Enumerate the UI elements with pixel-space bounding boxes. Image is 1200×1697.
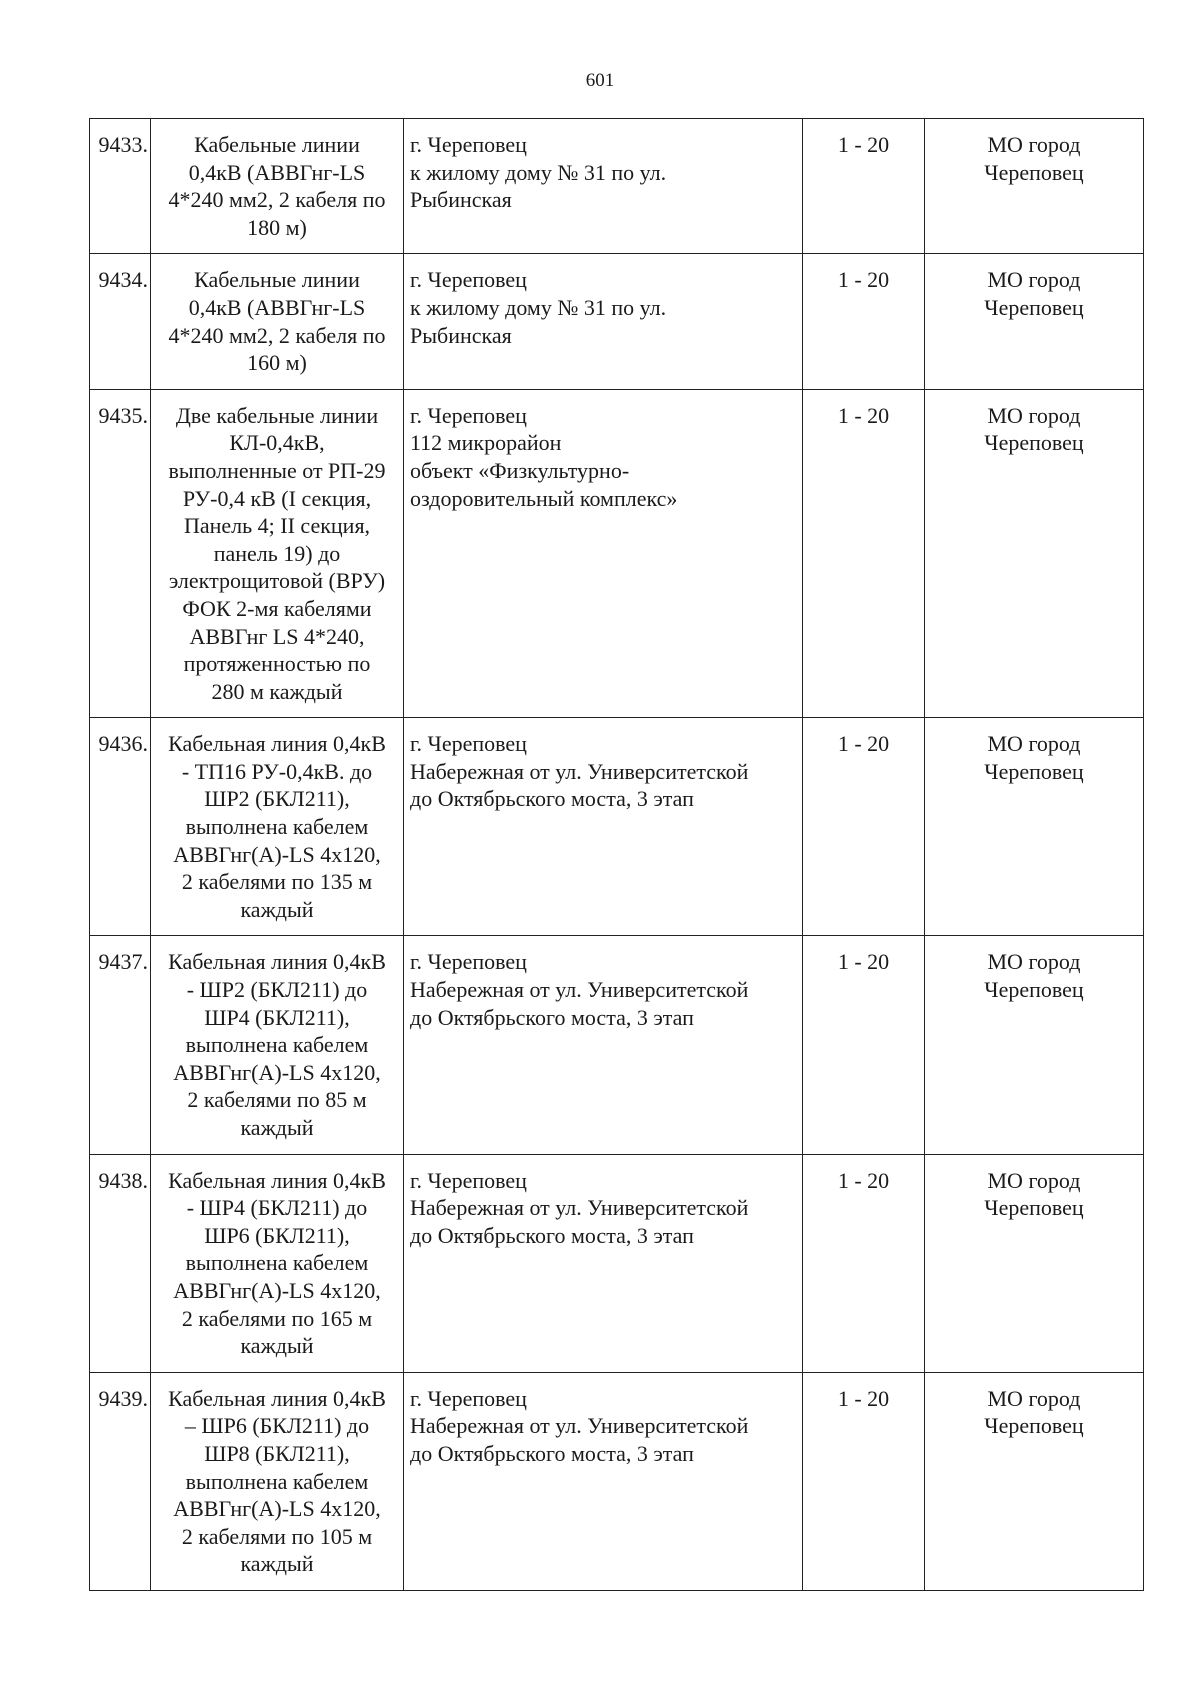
address-line: Рыбинская (410, 322, 512, 348)
zone-value: 1 - 20 (837, 1167, 890, 1193)
zone-value: 1 - 20 (837, 1385, 890, 1411)
address-line: к жилому дому № 31 по ул. (410, 294, 667, 320)
object-name-line: Две кабельные линии (175, 402, 379, 428)
row-number: 9434. (98, 267, 148, 293)
zone-value: 1 - 20 (837, 402, 890, 428)
owner-line: Череповец (984, 977, 1084, 1003)
address-line: г. Череповец (410, 132, 527, 157)
zone-cell (803, 1372, 925, 1590)
object-name-line: - ТП16 РУ-0,4кВ. до (181, 758, 373, 784)
object-name-line: 180 м) (247, 214, 307, 240)
address-line: Набережная от ул. Университетской (410, 1413, 749, 1439)
object-name-line: каждый (240, 1115, 314, 1140)
zone-value: 1 - 20 (837, 949, 890, 975)
table-row (90, 718, 1144, 936)
owner-cell (925, 718, 1144, 936)
table-row (90, 119, 1144, 254)
object-name-line: – ШР6 (БКЛ211) до (184, 1413, 370, 1439)
address-cell (404, 1372, 803, 1590)
object-name-cell (151, 254, 404, 389)
zone-value: 1 - 20 (837, 731, 890, 757)
address-line: Рыбинская (410, 187, 512, 213)
object-name-line: 2 кабелями по 165 м (181, 1305, 373, 1331)
owner-line: Череповец (984, 1413, 1084, 1439)
object-name-line: ШР2 (БКЛ211), (204, 786, 350, 812)
registry-table-body (90, 119, 1144, 1591)
object-name-line: выполнена кабелем (185, 1250, 369, 1276)
page-number: 601 (585, 70, 615, 91)
object-name-line: выполнена кабелем (185, 814, 369, 840)
object-name-line: АВВГнг(А)-LS 4х120, (173, 1059, 381, 1085)
row-number: 9435. (98, 402, 148, 428)
owner-cell (925, 936, 1144, 1154)
owner-line: Череповец (984, 430, 1084, 456)
address-line: до Октябрьского моста, 3 этап (410, 1222, 694, 1248)
object-name-line: 2 кабелями по 105 м (181, 1523, 373, 1549)
address-cell (404, 1154, 803, 1372)
zone-value: 1 - 20 (837, 267, 890, 293)
row-number-cell (90, 389, 151, 718)
object-name-line: КЛ-0,4кВ, (229, 430, 325, 456)
object-name-line: 2 кабелями по 85 м (187, 1087, 367, 1113)
zone-cell (803, 718, 925, 936)
object-name-line: АВВГнг(А)-LS 4х120, (173, 1496, 381, 1522)
address-cell (404, 936, 803, 1154)
address-line: до Октябрьского моста, 3 этап (410, 1440, 694, 1466)
object-name-line: - ШР2 (БКЛ211) до (186, 977, 368, 1003)
object-name-line: Кабельная линия 0,4кВ (168, 949, 386, 975)
object-name-line: Кабельная линия 0,4кВ (168, 1385, 386, 1411)
row-number-cell (90, 1154, 151, 1372)
zone-cell (803, 389, 925, 718)
table-row (90, 1372, 1144, 1590)
address-line: Набережная от ул. Университетской (410, 977, 749, 1003)
address-cell (404, 254, 803, 389)
object-name-line: панель 19) до (213, 540, 341, 566)
zone-cell (803, 936, 925, 1154)
object-name-line: ШР4 (БКЛ211), (204, 1004, 350, 1030)
object-name-line: РУ-0,4 кВ (I секция, (182, 485, 372, 511)
owner-line: МО город (987, 267, 1081, 293)
registry-table (89, 118, 1144, 1591)
address-line: к жилому дому № 31 по ул. (410, 159, 667, 185)
owner-cell (925, 1154, 1144, 1372)
table-row (90, 936, 1144, 1154)
object-name-line: ФОК 2-мя кабелями (182, 595, 372, 621)
zone-value: 1 - 20 (837, 132, 890, 157)
owner-cell (925, 1372, 1144, 1590)
object-name-line: ШР6 (БКЛ211), (204, 1222, 350, 1248)
address-line: г. Череповец (410, 731, 527, 757)
row-number: 9439. (98, 1385, 148, 1411)
owner-line: МО город (987, 1167, 1081, 1193)
address-line: г. Череповец (410, 402, 527, 428)
object-name-cell (151, 1154, 404, 1372)
zone-cell (803, 254, 925, 389)
row-number-cell (90, 254, 151, 389)
owner-line: МО город (987, 402, 1081, 428)
owner-line: МО город (987, 949, 1081, 975)
object-name-line: АВВГнг(А)-LS 4х120, (173, 841, 381, 867)
object-name-line: 0,4кВ (АВВГнг-LS (188, 159, 366, 185)
address-line: оздоровительный комплекс» (410, 485, 678, 511)
address-line: 112 микрорайон (410, 430, 562, 456)
address-line: г. Череповец (410, 949, 527, 975)
object-name-line: АВВГнг(А)-LS 4х120, (173, 1277, 381, 1303)
object-name-line: электрощитовой (ВРУ) (168, 568, 386, 594)
address-line: г. Череповец (410, 1385, 527, 1411)
address-cell (404, 389, 803, 718)
row-number-cell (90, 936, 151, 1154)
row-number: 9436. (98, 731, 148, 757)
object-name-line: выполнена кабелем (185, 1032, 369, 1058)
table-row (90, 389, 1144, 718)
owner-cell (925, 389, 1144, 718)
zone-cell (803, 119, 925, 254)
object-name-line: Кабельная линия 0,4кВ (168, 1167, 386, 1193)
row-number: 9438. (98, 1167, 148, 1193)
row-number-cell (90, 718, 151, 936)
object-name-line: 0,4кВ (АВВГнг-LS (188, 294, 366, 320)
address-cell (404, 119, 803, 254)
address-line: Набережная от ул. Университетской (410, 758, 749, 784)
owner-line: Череповец (984, 1195, 1084, 1221)
owner-line: Череповец (984, 159, 1084, 185)
row-number: 9433. (98, 132, 148, 157)
address-line: до Октябрьского моста, 3 этап (410, 1004, 694, 1030)
owner-line: МО город (987, 132, 1081, 157)
address-line: г. Череповец (410, 267, 527, 293)
object-name-cell (151, 718, 404, 936)
object-name-cell (151, 1372, 404, 1590)
owner-cell (925, 254, 1144, 389)
object-name-line: ШР8 (БКЛ211), (204, 1440, 350, 1466)
owner-line: МО город (987, 731, 1081, 757)
object-name-cell (151, 389, 404, 718)
owner-line: Череповец (984, 758, 1084, 784)
object-name-line: выполнена кабелем (185, 1468, 369, 1494)
row-number-cell (90, 119, 151, 254)
address-cell (404, 718, 803, 936)
table-row (90, 254, 1144, 389)
object-name-line: 4*240 мм2, 2 кабеля по (168, 322, 386, 348)
owner-line: Череповец (984, 294, 1084, 320)
address-line: до Октябрьского моста, 3 этап (410, 786, 694, 812)
object-name-line: каждый (240, 896, 314, 922)
object-name-line: Кабельная линия 0,4кВ (168, 731, 386, 757)
address-line: объект «Физкультурно- (410, 457, 630, 483)
owner-line: МО город (987, 1385, 1081, 1411)
address-line: Набережная от ул. Университетской (410, 1195, 749, 1221)
object-name-line: каждый (240, 1333, 314, 1359)
object-name-line: каждый (240, 1551, 314, 1577)
owner-cell (925, 119, 1144, 254)
object-name-line: Панель 4; II секция, (183, 513, 371, 539)
object-name-line: Кабельные линии (194, 132, 360, 157)
object-name-line: 4*240 мм2, 2 кабеля по (168, 187, 386, 213)
zone-cell (803, 1154, 925, 1372)
object-name-cell (151, 936, 404, 1154)
object-name-line: 280 м каждый (211, 678, 343, 704)
row-number-cell (90, 1372, 151, 1590)
object-name-line: 160 м) (247, 350, 307, 376)
object-name-line: АВВГнг LS 4*240, (189, 623, 365, 649)
object-name-line: 2 кабелями по 135 м (181, 869, 373, 895)
object-name-line: Кабельные линии (194, 267, 360, 293)
row-number: 9437. (98, 949, 148, 975)
address-line: г. Череповец (410, 1167, 527, 1193)
object-name-line: - ШР4 (БКЛ211) до (186, 1195, 368, 1221)
object-name-line: протяженностью по (183, 651, 371, 677)
table-row (90, 1154, 1144, 1372)
object-name-line: выполненные от РП-29 (168, 457, 386, 483)
object-name-cell (151, 119, 404, 254)
